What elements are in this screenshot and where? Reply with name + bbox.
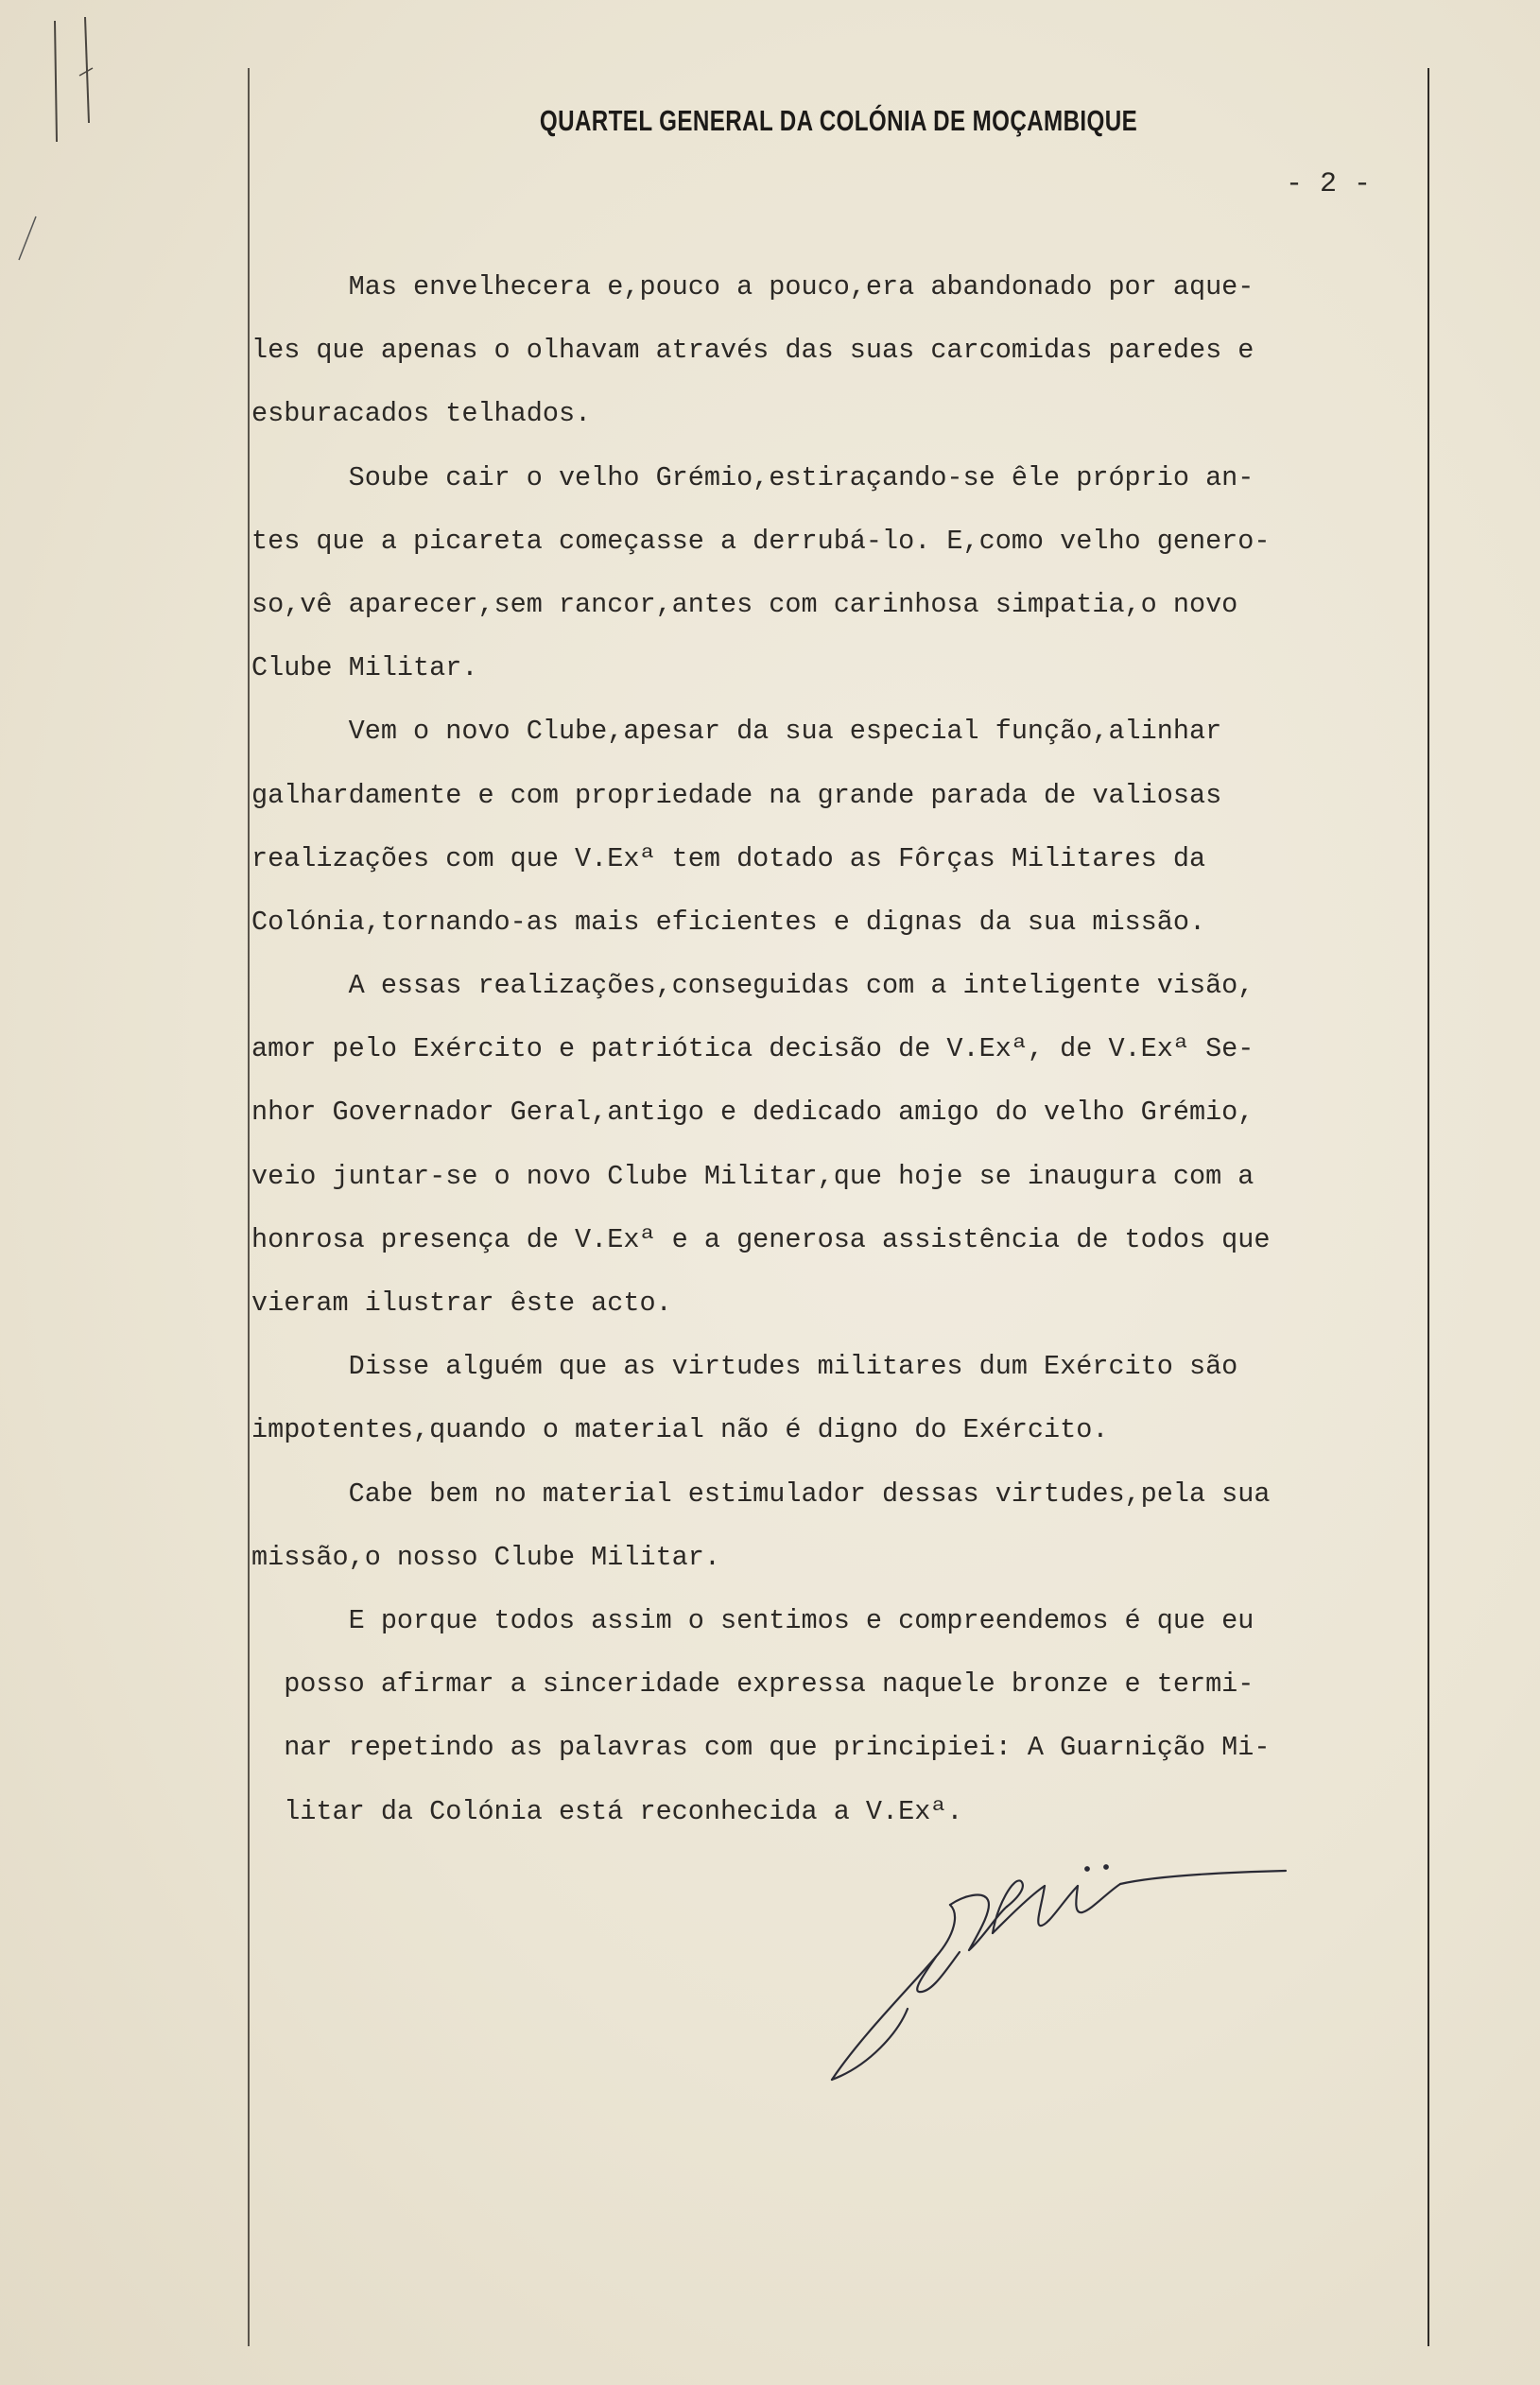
letter-body bbox=[251, 255, 1428, 1843]
body-line: litar da Colónia está reconhecida a V.Exª. bbox=[251, 1795, 963, 1827]
body-line: posso afirmar a sinceridade expressa naquele bronze e termi- bbox=[251, 1668, 1254, 1701]
body-line: esburacados telhados. bbox=[251, 398, 592, 430]
body-line: veio juntar-se o novo Clube Militar,que hoje se inaugura com a bbox=[251, 1160, 1254, 1192]
body-line: vieram ilustrar êste acto. bbox=[251, 1288, 672, 1319]
body-line: nhor Governador Geral,antigo e dedicado amigo do velho Grémio, bbox=[251, 1097, 1254, 1129]
body-line: nar repetindo as palavras com que principiei: A Guarnição Mi- bbox=[251, 1732, 1271, 1764]
body-line: missão,o nosso Clube Militar. bbox=[251, 1541, 720, 1573]
body-line: tes que a picareta começasse a derrubá-lo. E,como velho genero- bbox=[251, 525, 1271, 557]
body-line: A essas realizações,conseguidas com a inteligente visão, bbox=[251, 970, 1254, 1002]
body-line: so,vê aparecer,sem rancor,antes com carinhosa simpatia,o novo bbox=[251, 588, 1238, 620]
body-line: Disse alguém que as virtudes militares dum Exército são bbox=[251, 1351, 1238, 1383]
body-line: les que apenas o olhavam através das suas carcomidas paredes e bbox=[251, 335, 1254, 367]
left-margin-rule bbox=[248, 68, 250, 2346]
margin-pencil-mark bbox=[36, 9, 112, 151]
body-line: galhardamente e com propriedade na grande parada de valiosas bbox=[251, 779, 1222, 811]
body-line: Cabe bem no material estimulador dessas virtudes,pela sua bbox=[251, 1478, 1271, 1510]
page-number: - 2 - bbox=[1286, 168, 1372, 200]
body-line: Mas envelhecera e,pouco a pouco,era abandonado por aque- bbox=[251, 271, 1254, 302]
body-line: impotentes,quando o material não é digno do Exército. bbox=[251, 1414, 1109, 1446]
body-line: E porque todos assim o sentimos e compreendemos é que eu bbox=[251, 1604, 1254, 1636]
body-line: Clube Militar. bbox=[251, 652, 478, 684]
margin-tick-mark bbox=[9, 213, 47, 269]
letterhead-title: QUARTEL GENERAL DA COLÓNIA DE MOÇAMBIQUE bbox=[539, 104, 1138, 137]
body-line: Vem o novo Clube,apesar da sua especial função,alinhar bbox=[251, 716, 1222, 748]
handwritten-signature bbox=[794, 1848, 1324, 2094]
body-line: realizações com que V.Exª tem dotado as Fôrças Militares da bbox=[251, 842, 1206, 874]
body-line: honrosa presença de V.Exª e a generosa assistência de todos que bbox=[251, 1223, 1271, 1255]
body-line: Soube cair o velho Grémio,estiraçando-se êle próprio an- bbox=[251, 461, 1254, 493]
body-line: amor pelo Exército e patriótica decisão de V.Exª, de V.Exª Se- bbox=[251, 1033, 1254, 1065]
body-line: Colónia,tornando-as mais eficientes e dignas da sua missão. bbox=[251, 906, 1206, 938]
